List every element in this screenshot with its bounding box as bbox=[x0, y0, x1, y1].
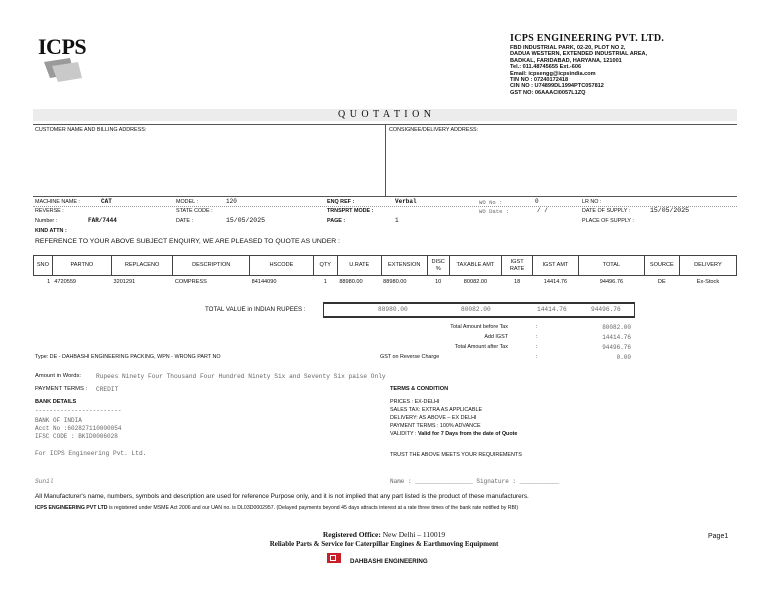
registered-value: New Delhi – 110019 bbox=[380, 530, 446, 539]
payment-terms-label: PAYMENT TERMS : bbox=[35, 386, 88, 392]
table-cell: 88980.00 bbox=[339, 278, 363, 285]
table-header: SOURCE bbox=[644, 256, 679, 276]
document-title: Q U O T A T I O N bbox=[337, 109, 433, 120]
footer-brand: DAHBASHI ENGINEERING bbox=[350, 558, 428, 565]
table-header: HSCODE bbox=[250, 256, 314, 276]
bank-account: Acct No :602827110000054 bbox=[35, 425, 122, 432]
bank-dashes: ------------------------ bbox=[35, 407, 122, 414]
divider bbox=[33, 206, 737, 207]
kind-attn-label: KIND ATTN : bbox=[35, 228, 67, 234]
consignee-address-label: CONSIGNEE/DELIVERY ADDRESS: bbox=[389, 127, 479, 133]
table-cell: 14414.76 bbox=[543, 278, 568, 285]
table-header: DISC % bbox=[427, 256, 449, 276]
colon: : bbox=[536, 324, 538, 330]
table-header: DELIVERY bbox=[679, 256, 736, 276]
divider bbox=[323, 316, 635, 318]
address-line: Tel.: 011.48745655 Ext.-606 bbox=[510, 64, 582, 71]
company-name: ICPS ENGINEERING PVT. LTD. bbox=[510, 33, 665, 44]
bank-name: BANK OF INDIA bbox=[35, 417, 82, 424]
divider bbox=[323, 302, 635, 304]
table-header: IGST RATE bbox=[502, 256, 533, 276]
bank-details-label: BANK DETAILS bbox=[35, 399, 77, 405]
logo-graphic-icon bbox=[40, 56, 90, 82]
disclaimer-company: ICPS ENGINEERING PVT LTD bbox=[35, 505, 108, 511]
after-tax-value: 94496.76 bbox=[602, 344, 631, 351]
validity-prefix: VALIDITY : bbox=[390, 431, 418, 437]
table-cell: 10 bbox=[435, 278, 442, 285]
disclaimer-manufacturer: All Manufacturer's name, numbers, symbols and description are used for reference Purpose only, and it is not implied that any part listed is the product of these manufacturers. bbox=[35, 493, 529, 500]
table-header: TOTAL bbox=[579, 256, 645, 276]
total-extension: 88980.00 bbox=[378, 306, 408, 313]
table-header: SNO bbox=[34, 256, 53, 276]
table-header: QTY bbox=[313, 256, 337, 276]
bank-ifsc: IFSC CODE : BKID0006028 bbox=[35, 433, 118, 440]
wo-date-value: / / bbox=[537, 207, 548, 214]
logo-text: ICPS bbox=[38, 34, 87, 59]
table-row bbox=[34, 276, 737, 289]
colon: : bbox=[536, 354, 538, 360]
divider bbox=[33, 196, 737, 197]
table-cell: COMPRESS bbox=[174, 278, 207, 285]
table-header: EXTENSION bbox=[381, 256, 427, 276]
total-taxable: 80082.00 bbox=[461, 306, 491, 313]
type-note: Type: DE - DAHBASHI ENGINEERING PACKING, WPN - WRONG PART NO bbox=[35, 354, 221, 360]
table-header: IGST AMT bbox=[532, 256, 578, 276]
model-value: 120 bbox=[226, 198, 237, 205]
table-header: REPLACENO bbox=[111, 256, 172, 276]
address-line: DADUA WESTERN, EXTENDED INDUSTRIAL AREA, bbox=[510, 51, 648, 58]
table-cell: 88980.00 bbox=[383, 278, 407, 285]
table-header: TAXABLE AMT bbox=[449, 256, 502, 276]
terms-sales-tax: SALES TAX: EXTRA AS APPLICABLE bbox=[390, 407, 483, 413]
customer-address-label: CUSTOMER NAME AND BILLING ADDRESS: bbox=[35, 127, 147, 133]
reverse-label: REVERSE : bbox=[35, 208, 64, 214]
for-company: For ICPS Engineering Pvt. Ltd. bbox=[35, 450, 147, 457]
table-cell: DE bbox=[657, 278, 666, 285]
add-igst-value: 14414.76 bbox=[602, 334, 631, 341]
terms-label: TERMS & CONDITION bbox=[390, 386, 449, 392]
machine-name-label: MACHINE NAME : bbox=[35, 199, 80, 205]
address-line: Email: icpsengg@icpsindia.com bbox=[510, 70, 596, 77]
date-label: DATE : bbox=[176, 218, 193, 224]
company-address bbox=[510, 45, 647, 96]
table-header: DESCRIPTION bbox=[173, 256, 250, 276]
disclaimer-msme bbox=[35, 505, 518, 511]
enq-ref-value: Verbal bbox=[395, 198, 417, 205]
address-line: FBD INDUSTRIAL PARK, 02-20, PLOT NO 2, bbox=[510, 45, 626, 51]
divider bbox=[634, 302, 635, 318]
address-line: TIN NO : 07240172418 bbox=[510, 77, 569, 84]
colon: : bbox=[536, 344, 538, 350]
number-value: FAR/7444 bbox=[88, 217, 117, 224]
reverse-charge-label: GST on Reverse Charge bbox=[380, 354, 440, 360]
dahbashi-logo-icon bbox=[326, 552, 342, 566]
signatory: Sunil bbox=[35, 478, 54, 485]
terms-trust: TRUST THE ABOVE MEETS YOUR REQUIREMENTS bbox=[390, 452, 522, 458]
reference-line: REFERENCE TO YOUR ABOVE SUBJECT ENQUIRY, WE ARE PLEASED TO QUOTE AS UNDER : bbox=[35, 238, 340, 245]
before-tax-value: 80082.00 bbox=[602, 324, 631, 331]
state-code-label: STATE CODE : bbox=[176, 208, 213, 214]
terms-payment: PAYMENT TERMS : 100% ADVANCE bbox=[390, 423, 481, 429]
page-number: Page1 bbox=[708, 533, 729, 540]
table-header: PARTNO bbox=[52, 256, 111, 276]
table-cell: 18 bbox=[513, 278, 521, 285]
wo-no-label: WO No : bbox=[479, 199, 503, 206]
table-header: U.RATE bbox=[337, 256, 381, 276]
table-cell: 1 bbox=[323, 278, 327, 285]
registered-office bbox=[200, 530, 568, 539]
footer-tagline: Reliable Parts & Service for Caterpillar Engines & Earthmoving Equipment bbox=[269, 540, 499, 548]
table-cell: 80082.00 bbox=[463, 278, 488, 285]
terms-prices: PRICES : EX-DELHI bbox=[390, 399, 440, 405]
table-cell: 3201291 bbox=[113, 278, 136, 285]
table-header-row bbox=[34, 256, 737, 276]
supply-date-label: DATE OF SUPPLY : bbox=[582, 208, 631, 214]
machine-name-value: CAT bbox=[101, 198, 112, 205]
address-line: BADKAL, FARIDABAD, HARYANA, 121001 bbox=[510, 57, 622, 64]
total-igst: 14414.76 bbox=[537, 306, 567, 313]
reverse-charge-value: 0.00 bbox=[616, 354, 631, 361]
number-label: Number : bbox=[35, 218, 58, 224]
table-cell: Ex-Stock bbox=[696, 278, 720, 285]
colon: : bbox=[536, 334, 538, 340]
payment-terms-value: CREDIT bbox=[96, 386, 119, 393]
wo-no-value: 0 bbox=[535, 198, 539, 205]
date-value: 15/05/2025 bbox=[226, 217, 266, 224]
registered-label: Registered Office: bbox=[322, 530, 381, 539]
icps-logo bbox=[40, 36, 100, 82]
terms-delivery: DELIVERY: AS ABOVE – EX DELHI bbox=[390, 415, 477, 421]
validity-value: Valid for 7 Days from the date of Quote bbox=[417, 431, 518, 437]
after-tax-label: Total Amount after Tax bbox=[454, 344, 508, 350]
amount-words-value: Rupees Ninety Four Thousand Four Hundred Ninety Six and Seventy Six paise Only bbox=[96, 373, 386, 380]
enq-ref-label: ENQ REF : bbox=[327, 199, 355, 205]
divider bbox=[323, 302, 324, 318]
lr-no-label: LR NO : bbox=[582, 199, 602, 205]
table-cell: 1 bbox=[47, 278, 51, 285]
table-cell: 4720559 bbox=[54, 278, 77, 285]
add-igst-label: Add IGST bbox=[484, 334, 508, 340]
table-cell: 84144090 bbox=[251, 278, 277, 285]
before-tax-label: Total Amount before Tax bbox=[450, 324, 508, 330]
amount-words-label: Amount in Words: bbox=[35, 373, 81, 379]
terms-validity bbox=[390, 431, 517, 438]
disclaimer-rest: is registered under MSME Act 2006 and our UAN no. is DL03D0002957. (Delayed payments beyond 45 days attracts interest at a rate three times of the bank rate notified by RBI) bbox=[107, 505, 519, 511]
name-signature-line: Name : ________________ Signature : ___________ bbox=[390, 478, 560, 485]
wo-date-label: WO Date : bbox=[479, 208, 510, 215]
divider bbox=[385, 124, 386, 196]
address-line: GST NO: 06AAACI0057L1ZQ bbox=[510, 89, 586, 96]
table-cell: 94496.76 bbox=[599, 278, 624, 285]
total-grand: 94496.76 bbox=[591, 306, 621, 313]
page-label: PAGE : bbox=[327, 218, 346, 224]
place-of-supply-label: PLACE OF SUPPLY : bbox=[582, 218, 634, 224]
items-table bbox=[33, 255, 737, 288]
page-value: 1 bbox=[395, 217, 399, 224]
total-value-label: TOTAL VALUE in INDIAN RUPEES : bbox=[205, 306, 306, 313]
address-line: CIN NO : U74899DL1994PTC057812 bbox=[510, 83, 604, 90]
supply-date-value: 15/05/2025 bbox=[650, 207, 690, 214]
model-label: MODEL : bbox=[176, 199, 198, 205]
transport-mode-label: TRNSPRT MODE : bbox=[327, 208, 374, 214]
